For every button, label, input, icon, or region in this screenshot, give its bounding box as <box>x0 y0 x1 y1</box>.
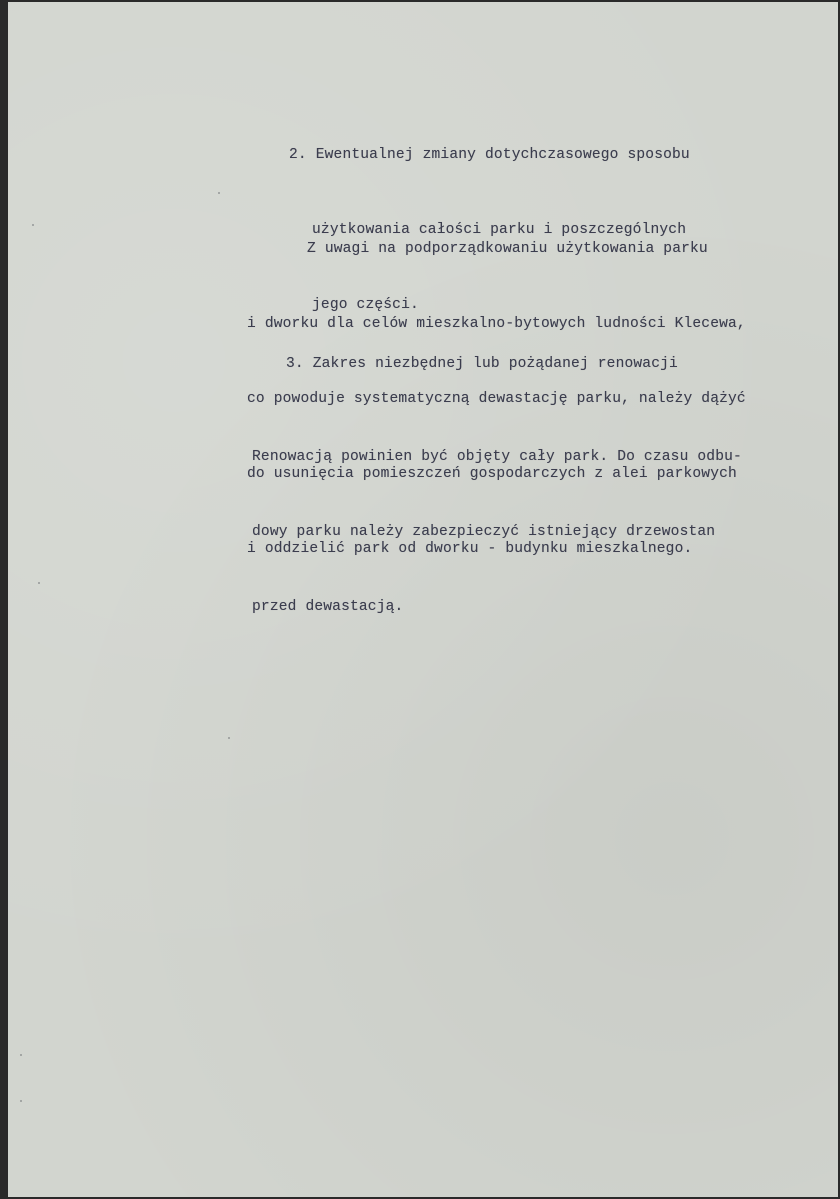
paragraph-2-line: Renowacją powinien być objęty cały park. Do czasu odbu- <box>252 449 742 465</box>
document-page <box>8 2 838 1197</box>
paragraph-1-line: do usunięcia pomieszczeń gospodarczych z alei parkowych <box>247 466 737 482</box>
paragraph-2 <box>252 395 742 670</box>
paper-speck <box>20 1100 22 1102</box>
paragraph-1-line: Z uwagi na podporządkowaniu użytkowania parku <box>307 241 708 257</box>
paper-speck <box>228 737 230 739</box>
section-3-heading: 3. Zakres niezbędnej lub pożądanej renowacji <box>286 356 678 372</box>
section-2-line: 2. Ewentualnej zmiany dotychczasowego sposobu <box>289 147 690 163</box>
paragraph-2-line: przed dewastacją. <box>252 599 404 615</box>
paper-speck <box>218 192 220 194</box>
paper-speck <box>20 1054 22 1056</box>
paragraph-1-line: co powoduje systematyczną dewastację parku, należy dążyć <box>247 391 746 407</box>
paper-speck <box>32 224 34 226</box>
paragraph-2-line: dowy parku należy zabezpieczyć istniejący drzewostan <box>252 524 716 540</box>
section-2-line: jego części. <box>312 297 419 313</box>
paper-speck <box>38 582 40 584</box>
paragraph-1-line: i dworku dla celów mieszkalno-bytowych ludności Klecewa, <box>247 316 746 332</box>
paragraph-1-line: i oddzielić park od dworku - budynku mieszkalnego. <box>247 541 693 557</box>
section-2-line: użytkowania całości parku i poszczególnych <box>312 222 687 238</box>
